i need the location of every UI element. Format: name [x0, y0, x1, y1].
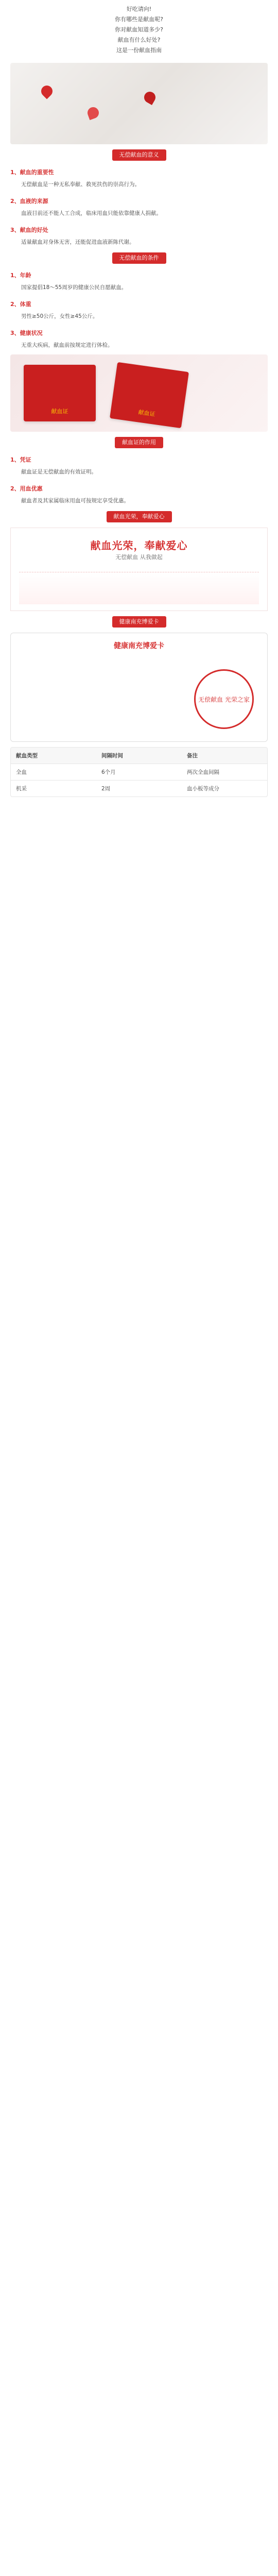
- intro-line: 好吃请向!: [126, 6, 152, 12]
- item-title: 3、健康状况: [10, 330, 43, 336]
- crowd-illustration: [19, 572, 259, 604]
- item-text: 无重大疾病，献血前按规定进行体检。: [21, 342, 113, 348]
- section-title: 无偿献血的条件: [112, 252, 166, 264]
- blood-drop-icon: [86, 106, 100, 120]
- intro-line: 你对献血知道多少?: [115, 26, 163, 33]
- intro-line: 献血有什么好处?: [117, 37, 161, 43]
- table-header-cell: 献血类型: [16, 753, 38, 759]
- section-title: 健康南充博爱卡: [112, 616, 166, 628]
- item-text: 国家提倡18～55周岁的健康公民自愿献血。: [21, 284, 127, 291]
- item-text: 血液目前还不能人工合成，临床用血只能依靠健康人捐献。: [21, 210, 162, 216]
- item-title: 1、凭证: [10, 456, 31, 463]
- card-title: 健康南充博爱卡: [114, 642, 164, 650]
- section-title: 无偿献血的意义: [112, 149, 166, 161]
- item-text: 适量献血对身体无害，还能促进血液新陈代谢。: [21, 239, 135, 245]
- table-cell: 机采: [16, 786, 27, 792]
- table-cell: 血小板等成分: [187, 786, 219, 792]
- section-block: [0, 271, 278, 350]
- love-card: [10, 633, 268, 742]
- section-ribbon: [0, 437, 278, 448]
- section-title: 献血光荣，奉献爱心: [107, 511, 172, 522]
- interval-table: [10, 747, 268, 797]
- table-header-row: [11, 748, 267, 764]
- item-title: 2、血液的来源: [10, 198, 48, 205]
- honor-stamp: 无偿献血 光荣之家: [194, 669, 254, 729]
- section-title: 献血证的作用: [115, 437, 163, 448]
- certificate-card: [24, 365, 96, 421]
- promo-poster: [10, 528, 268, 611]
- section-ribbon: [0, 149, 278, 161]
- table-header-cell: 间隔时间: [101, 753, 123, 759]
- certificate-card: [110, 362, 189, 428]
- item-title: 1、献血的重要性: [10, 169, 54, 176]
- table-header-cell: 备注: [187, 753, 198, 759]
- section-ribbon: [0, 511, 278, 522]
- table-cell: 两次全血间隔: [187, 769, 219, 775]
- section-block: [0, 455, 278, 506]
- item-title: 2、用血优惠: [10, 485, 43, 492]
- section-ribbon: [0, 616, 278, 628]
- certificate-photo: [10, 354, 268, 432]
- intro-line: 你有哪些是献血呢?: [115, 16, 163, 23]
- table-row: [11, 780, 267, 796]
- certificate-label: 献血证: [137, 409, 156, 418]
- intro-line: 这是一份献血指南: [116, 47, 162, 54]
- item-text: 献血证是无偿献血的有效证明。: [21, 469, 97, 475]
- section-block: [0, 168, 278, 247]
- item-title: 3、献血的好处: [10, 227, 48, 233]
- item-title: 1、年龄: [10, 272, 31, 279]
- table-cell: 2周: [101, 786, 111, 792]
- hero-image: [10, 63, 268, 144]
- item-text: 无偿献血是一种无私奉献、救死扶伤的崇高行为。: [21, 181, 140, 188]
- item-text: 男性≥50公斤，女性≥45公斤。: [21, 313, 98, 319]
- table-cell: 全血: [16, 769, 27, 775]
- certificate-label: 献血证: [51, 408, 68, 415]
- section-ribbon: [0, 252, 278, 264]
- table-cell: 6个月: [101, 769, 116, 775]
- item-text: 献血者及其家属临床用血可按规定享受优惠。: [21, 498, 129, 504]
- table-row: [11, 764, 267, 780]
- blood-drop-icon: [39, 83, 55, 99]
- item-title: 2、体重: [10, 301, 31, 308]
- poster-subtitle: 无偿献血 从我做起: [115, 554, 163, 561]
- poster-title: 献血光荣，奉献爱心: [90, 539, 188, 552]
- intro-block: [0, 0, 278, 56]
- blood-drop-icon: [142, 90, 158, 105]
